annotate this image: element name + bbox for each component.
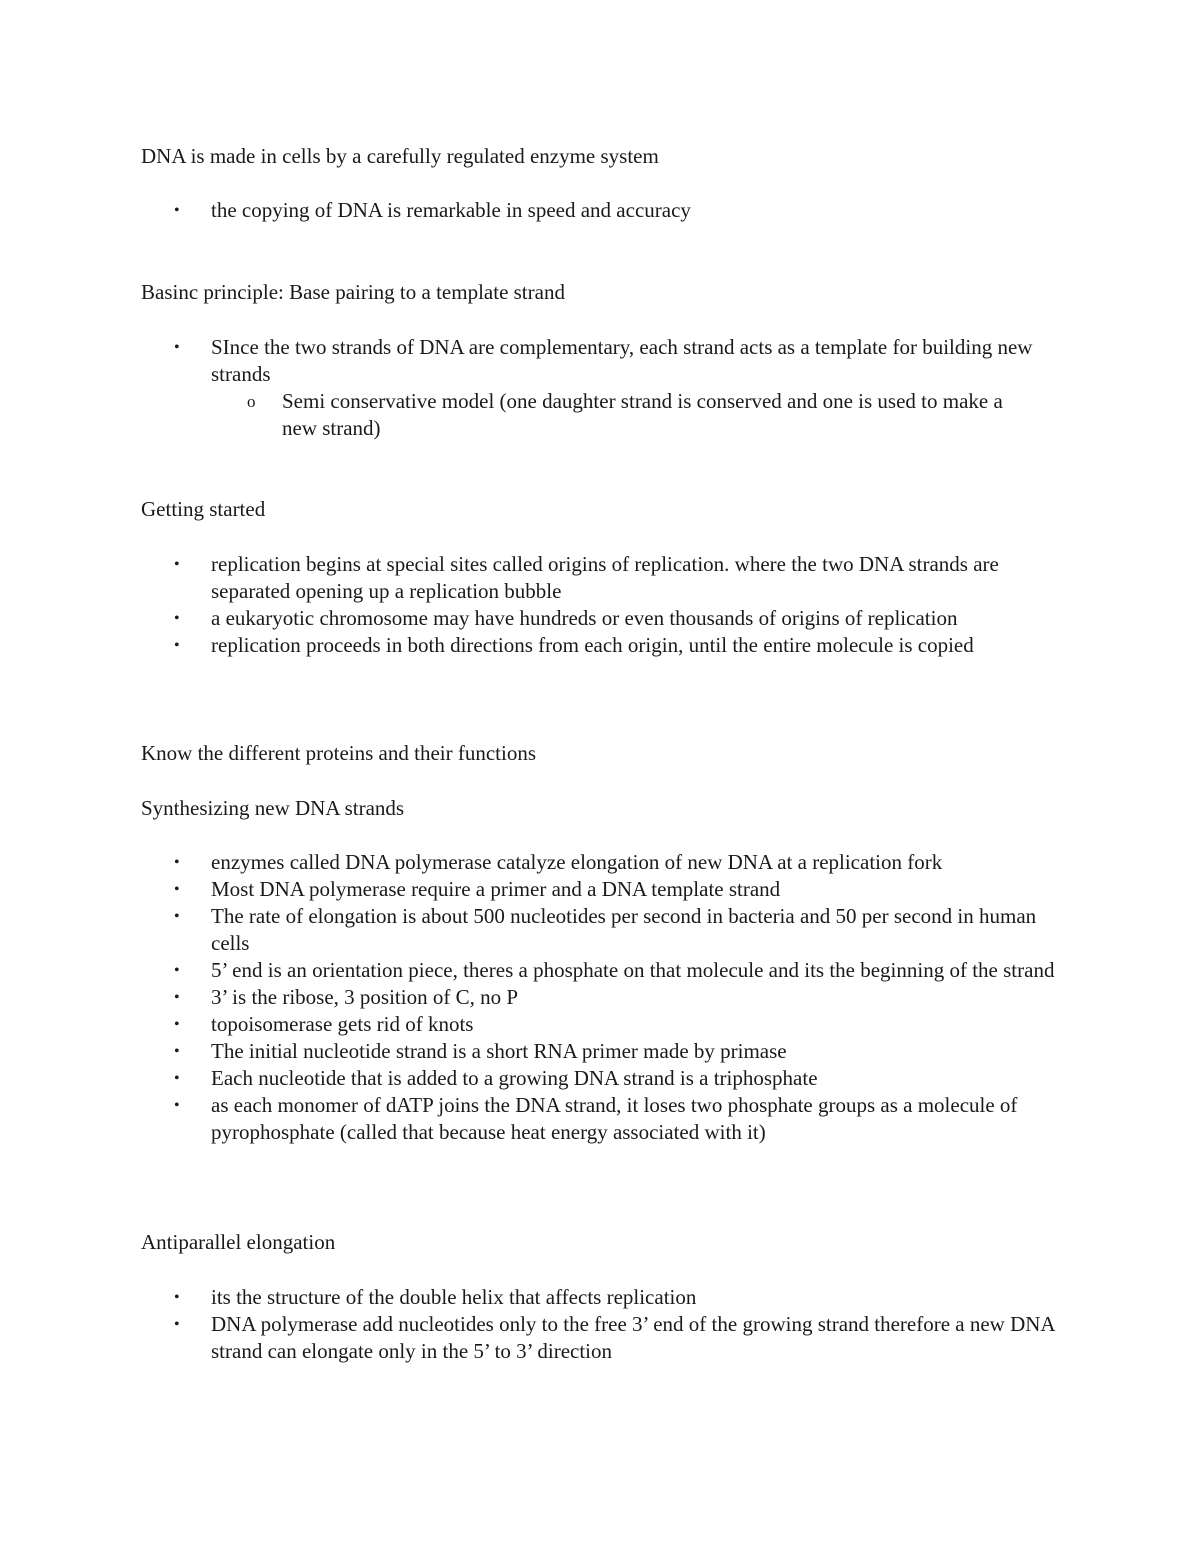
bullet-icon: •	[174, 1016, 180, 1033]
list-item: • topoisomerase gets rid of knots	[174, 1012, 474, 1036]
bullet-list-synthesizing	[0, 849, 1071, 1146]
bullet-icon: •	[174, 1289, 180, 1306]
bullet-icon: •	[174, 202, 180, 219]
list-item: • replication proceeds in both directions from each origin, until the entire molecule is copied	[174, 633, 974, 657]
bullet-icon: •	[174, 989, 180, 1006]
bullet-icon: •	[174, 556, 180, 573]
bullet-icon: •	[174, 1070, 180, 1087]
list-item: • replication begins at special sites called origins of replication. where the two DNA strands are separated opening up a replication bubble	[174, 552, 999, 603]
bullet-list-dna-made	[0, 197, 1071, 224]
bullet-icon: •	[174, 854, 180, 871]
list-item: • Each nucleotide that is added to a growing DNA strand is a triphosphate	[174, 1066, 818, 1090]
list-item: • as each monomer of dATP joins the DNA strand, it loses two phosphate groups as a molecule of pyrophosphate (called that because heat energy associated with it)	[174, 1093, 1018, 1144]
bullet-list-basic-principle	[0, 334, 1071, 442]
sub-bullet-icon: o	[247, 392, 256, 411]
bullet-icon: •	[174, 881, 180, 898]
list-item: • its the structure of the double helix that affects replication	[174, 1285, 697, 1309]
list-item: • The rate of elongation is about 500 nucleotides per second in bacteria and 50 per second in human cells	[174, 904, 1037, 955]
bullet-list-antiparallel	[0, 1284, 1071, 1365]
bullet-icon: •	[174, 1097, 180, 1114]
section-heading-getting-started: Getting started	[141, 497, 266, 521]
list-item: • Most DNA polymerase require a primer and a DNA template strand	[174, 877, 781, 901]
bullet-icon: •	[174, 637, 180, 654]
bullet-icon: •	[174, 1043, 180, 1060]
section-heading-antiparallel: Antiparallel elongation	[141, 1230, 336, 1254]
bullet-icon: •	[174, 908, 180, 925]
list-item: • 5’ end is an orientation piece, theres a phosphate on that molecule and its the beginning of the strand	[174, 958, 1055, 982]
sub-list-item: o Semi conservative model (one daughter strand is conserved and one is used to make a new strand)	[247, 389, 1003, 440]
section-heading-basic-principle: Basinc principle: Base pairing to a template strand	[141, 280, 565, 304]
section-heading-know-proteins: Know the different proteins and their functions	[141, 741, 537, 765]
list-item: • The initial nucleotide strand is a short RNA primer made by primase	[174, 1039, 787, 1063]
list-item: • SInce the two strands of DNA are complementary, each strand acts as a template for building new strands	[174, 335, 1033, 386]
list-item: • the copying of DNA is remarkable in speed and accuracy	[174, 198, 691, 222]
bullet-icon: •	[174, 1316, 180, 1333]
list-item: • DNA polymerase add nucleotides only to the free 3’ end of the growing strand therefore a new DNA strand can elongate only in the 5’ to 3’ direction	[174, 1312, 1055, 1363]
section-heading-dna-made: DNA is made in cells by a carefully regulated enzyme system	[141, 144, 659, 168]
bullet-icon: •	[174, 962, 180, 979]
list-item: • enzymes called DNA polymerase catalyze elongation of new DNA at a replication fork	[174, 850, 943, 874]
bullet-icon: •	[174, 610, 180, 627]
section-heading-synthesizing: Synthesizing new DNA strands	[141, 796, 405, 820]
list-item: • 3’ is the ribose, 3 position of C, no P	[174, 985, 519, 1009]
bullet-list-getting-started	[0, 551, 1071, 659]
list-item: • a eukaryotic chromosome may have hundreds or even thousands of origins of replication	[174, 606, 958, 630]
bullet-icon: •	[174, 339, 180, 356]
